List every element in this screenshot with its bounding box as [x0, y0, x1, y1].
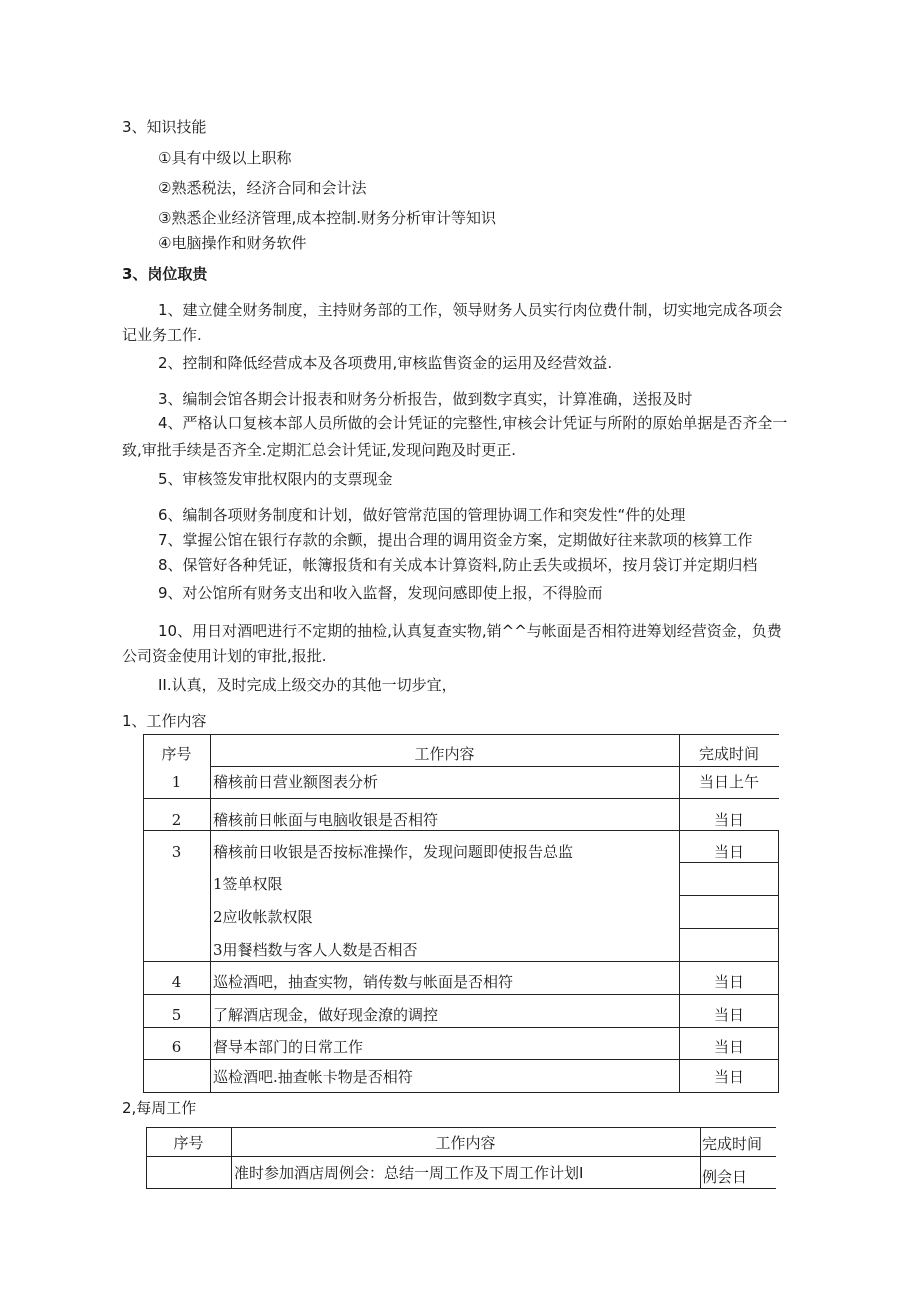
table-header-no: 序号 [161, 745, 192, 763]
table-subrow-content: 1签单权限 [213, 875, 283, 893]
table-row-time: 当日 [713, 973, 744, 991]
duty-item: 公司资金使用计划的审批,报批. [122, 647, 327, 665]
knowledge-item: ③熟悉企业经济管理,成本控制.财务分析审计等知识 [158, 209, 496, 227]
table-row-content: 督导本部门的日常工作 [213, 1038, 364, 1056]
table-row-no: 3 [171, 843, 182, 861]
duty-item: 10、用日对酒吧进行不定期的抽检,认真复查实物,销^^与帐面是否相符进筹划经营资金，负费 [158, 622, 782, 640]
duty-item: 2、控制和降低经营成本及各项费用,审核监售资金的运用及经营效益. [158, 354, 613, 372]
table-subrow-content: 3用餐档数与客人人数是否相否 [213, 941, 418, 959]
table-row-content: 巡检酒吧，抽查实物，销传数与帐面是否相符 [213, 973, 514, 991]
table-row-content: 准时参加酒店周例会：总结一周工作及下周工作计划I [234, 1164, 584, 1182]
table-row-content: 稽核前日营业额图表分析 [213, 773, 379, 791]
duty-item: 3、编制会馆各期会计报表和财务分析报告，做到数字真实，计算准确，送报及时 [158, 390, 693, 408]
knowledge-item: ④电脑操作和财务软件 [158, 234, 307, 252]
table-row-time: 例会日 [702, 1168, 748, 1186]
table-row-content: 稽核前日收银是否按标准操作，发现问题即使报告总监 [213, 843, 574, 861]
table-header-time: 完成时间 [698, 745, 759, 763]
duty-item: 4、严格认口复核本部人员所做的会计凭证的完整性,审核会计凭证与所附的原始单据是否齐全一 [158, 414, 788, 432]
work-content-table [143, 734, 779, 1094]
table-row-time: 当日 [713, 811, 744, 829]
table-row-no: 1 [171, 773, 182, 791]
table-row-no: 2 [171, 811, 182, 829]
table-row-content: 稽核前日帐面与电脑收银是否相符 [213, 811, 439, 829]
table-header-content: 工作内容 [414, 745, 475, 763]
table-row-time: 当日 [713, 1038, 744, 1056]
table-row-no: 5 [171, 1006, 182, 1024]
section-heading-knowledge: 3、知识技能 [122, 118, 207, 136]
section-heading-work: 1、工作内容 [122, 712, 207, 730]
table-row-time: 当日 [713, 1068, 744, 1086]
knowledge-item: ②熟悉税法，经济合同和会计法 [158, 179, 367, 197]
weekly-work-table [146, 1127, 776, 1189]
table-row-no: 4 [171, 973, 182, 991]
duty-item: 致,审批手续是否齐全.定期汇总会计凭证,发现问跑及时更正. [122, 441, 517, 459]
knowledge-item: ①具有中级以上职称 [158, 149, 292, 167]
table-row-content: 巡检酒吧.抽查帐卡物是否相符 [213, 1068, 413, 1086]
section-heading-duties: 3、岗位取贵 [122, 265, 208, 283]
duty-item: 7、掌握公馆在银行存款的余颤，提出合理的调用资金方案，定期做好往来款项的核算工作 [158, 531, 753, 549]
table-header-no: 序号 [173, 1134, 204, 1152]
duty-item: 8、保管好各种凭证，帐簿报货和有关成本计算资料,防止丢失或损坏，按月袋订并定期归档 [158, 556, 758, 574]
table-row-content: 了解酒店现金，做好现金潦的调控 [213, 1006, 439, 1024]
duty-item: 9、对公馆所有财务支出和收入监督，发现问感即使上报，不得脸而 [158, 584, 603, 602]
table-row-time: 当日上午 [698, 773, 759, 791]
duty-item: 记业务工作. [122, 326, 202, 344]
section-heading-weekly: 2,每周工作 [122, 1099, 197, 1117]
table-subrow-content: 2应收帐款权限 [213, 908, 313, 926]
duty-item: 6、编制各项财务制度和计划，做好管常范国的管理协调工作和突发性“件的处理 [158, 506, 686, 524]
duty-item: 5、审核签发审批权限内的支票现金 [158, 470, 393, 488]
table-header-time: 完成时间 [702, 1135, 763, 1153]
table-row-no: 6 [171, 1038, 182, 1056]
table-row-time: 当日 [713, 843, 744, 861]
table-header-content: 工作内容 [435, 1134, 496, 1152]
duty-item: II.认真，及时完成上级交办的其他一切步宜， [158, 676, 457, 694]
table-row-time: 当日 [713, 1006, 744, 1024]
duty-item: 1、建立健全财务制度，主持财务部的工作，领导财务人员实行肉位费什制，切实地完成各项会 [158, 301, 783, 319]
